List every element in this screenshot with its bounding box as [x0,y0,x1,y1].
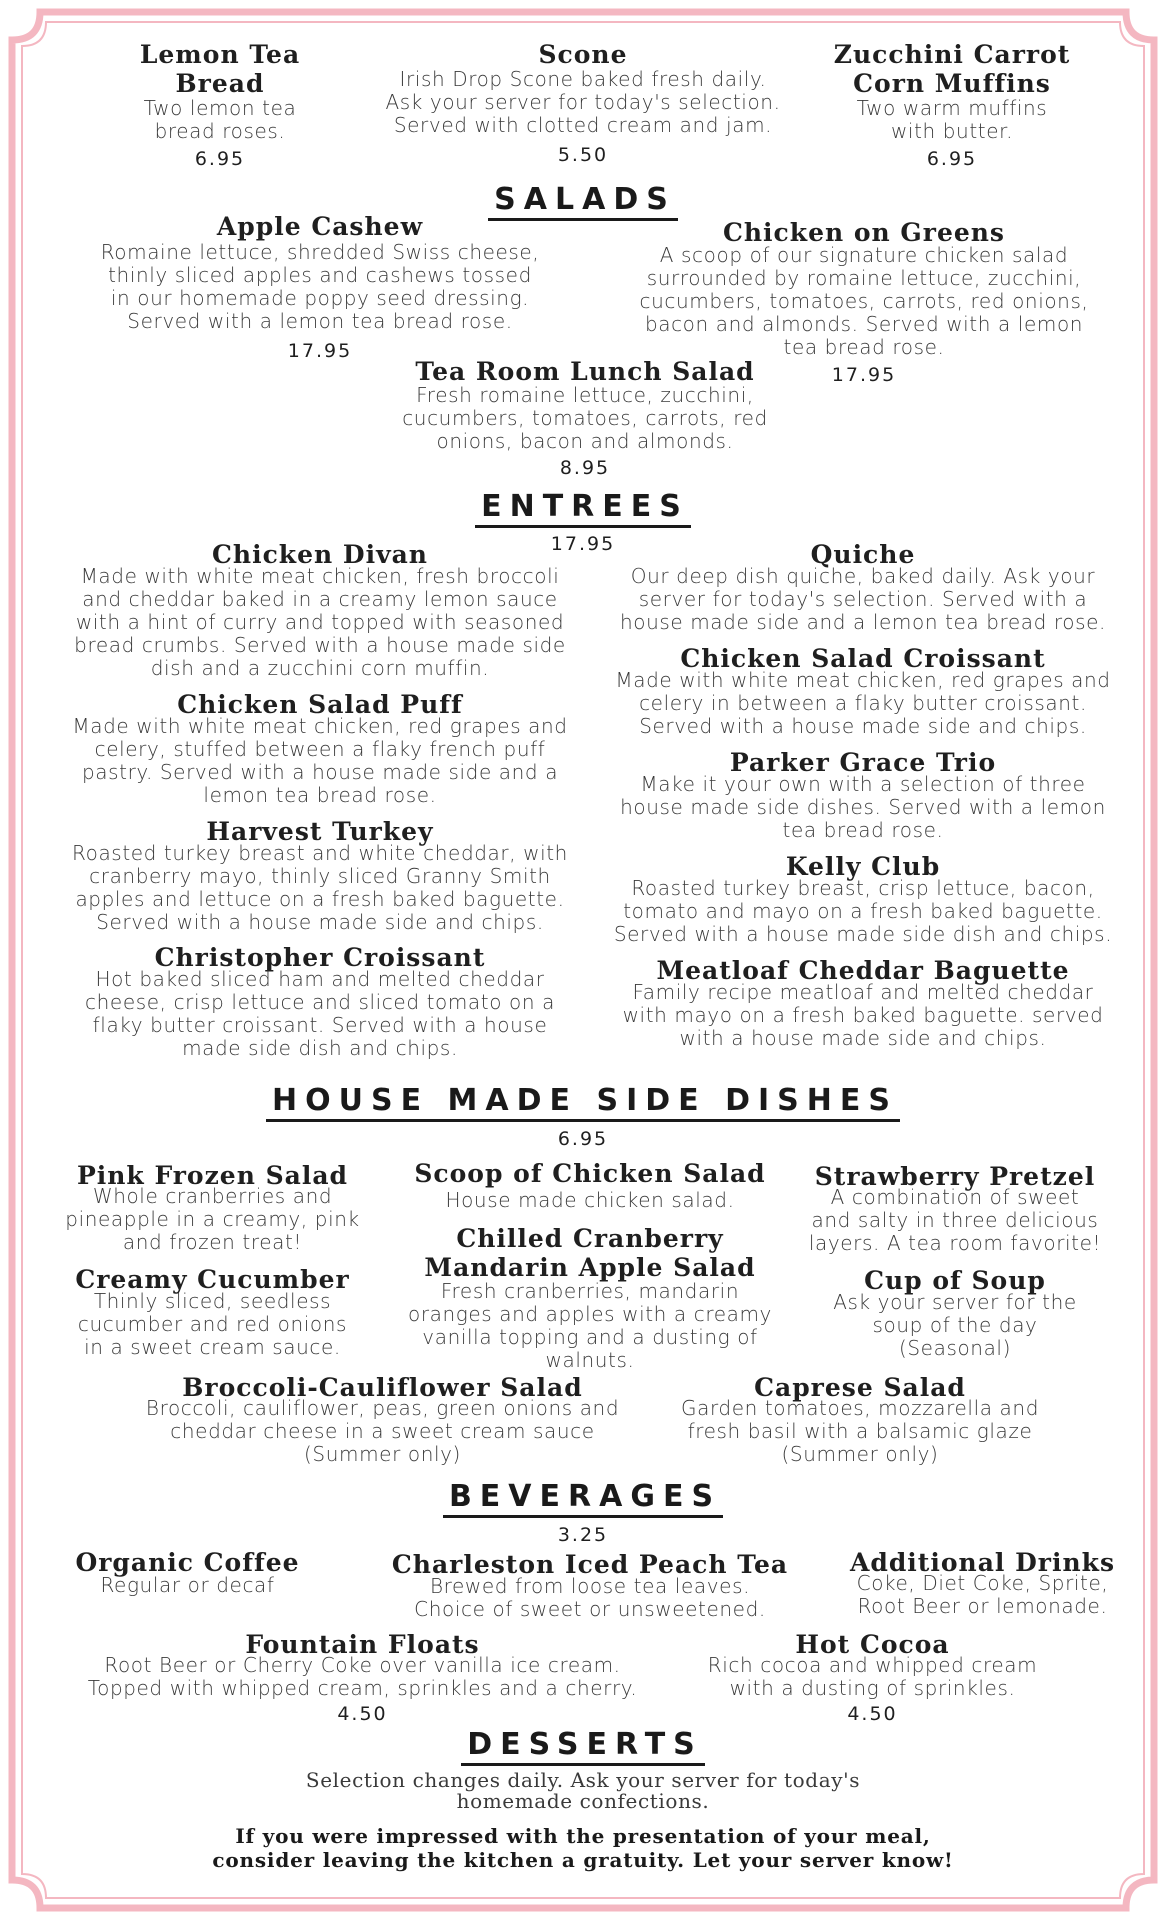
item-desc-chicken-salad-puff: Made with white meat chicken, red grapes and celery, stuffed between a flaky french puff pastry. Served with a house made side and a lemon tea bread rose. [72,714,568,807]
item-title-chicken-divan: Chicken Divan [212,540,428,569]
item-desc-apple-cashew: Romaine lettuce, shredded Swiss cheese, thinly sliced apples and cashews tossed in our homemade poppy seed dressing. Served with a lemon tea bread rose. [100,240,540,333]
section-heading-entrees: ENTREES [300,489,866,525]
item-desc-chicken-on-greens: A scoop of our signature chicken salad surrounded by romaine lettuce, zucchini, cucumbers, tomatoes, carrots, red onions, bacon and almonds. Served with a lemon tea bread rose. [639,243,1089,359]
item-title-broccoli-cauliflower-salad: Broccoli-Cauliflower Salad [182,1373,583,1402]
item-price-scone: 5.50 [557,144,609,166]
item-title-hot-cocoa: Hot Cocoa [795,1630,950,1659]
section-price-beverages: 3.25 [557,1524,609,1546]
item-desc-lemon-tea-bread: Two lemon tea bread roses. [143,96,297,143]
item-title-chicken-salad-puff: Chicken Salad Puff [177,690,463,719]
section-heading-beverages: BEVERAGES [300,1479,866,1515]
item-title-organic-coffee: Organic Coffee [75,1548,300,1577]
item-desc-broccoli-cauliflower-salad: Broccoli, cauliflower, peas, green onions and cheddar cheese in a sweet cream sauce (Summer only) [145,1396,620,1466]
item-desc-scone: Irish Drop Scone baked fresh daily. Ask your server for today's selection. Served with clotted cream and jam. [385,67,781,137]
item-desc-fountain-floats: Root Beer or Cherry Coke over vanilla ice cream. Topped with whipped cream, sprinkles and a cherry. [87,1653,638,1700]
gratuity-note: If you were impressed with the presentation of your meal, consider leaving the kitchen a gratuity. Let your server know! [212,1824,954,1872]
item-desc-caprese-salad: Garden tomatoes, mozzarella and fresh basil with a balsamic glaze (Summer only) [680,1396,1039,1466]
item-desc-christopher-croissant: Hot baked sliced ham and melted cheddar cheese, crisp lettuce and sliced tomato on a flaky butter croissant. Served with a house made side dish and chips. [85,967,555,1060]
desserts-description: Selection changes daily. Ask your server for today's homemade confections. [305,1768,861,1813]
section-heading-salads: SALADS [300,182,866,218]
item-desc-pink-frozen-salad: Whole cranberries and pineapple in a creamy, pink and frozen treat! [65,1184,360,1254]
item-desc-tea-room-lunch-salad: Fresh romaine lettuce, zucchini, cucumbers, tomatoes, carrots, red onions, bacon and almonds. [402,383,768,453]
item-title-strawberry-pretzel: Strawberry Pretzel [814,1162,1096,1191]
item-desc-harvest-turkey: Roasted turkey breast and white cheddar, with cranberry mayo, thinly sliced Granny Smith apples and lettuce on a fresh baked baguette. Served with a house made side and chips. [72,841,568,934]
item-title-kelly-club: Kelly Club [785,852,941,881]
item-title-charleston-iced-peach-tea: Charleston Iced Peach Tea [391,1550,789,1579]
section-heading-desserts: DESSERTS [300,1727,866,1763]
item-desc-parker-grace-trio: Make it your own with a selection of three house made side dishes. Served with a lemon tea bread rose. [620,772,1106,842]
item-title-caprese-salad: Caprese Salad [754,1373,966,1402]
item-title-chicken-salad-croissant: Chicken Salad Croissant [680,644,1046,673]
item-title-pink-frozen-salad: Pink Frozen Salad [76,1161,349,1190]
item-title-cup-of-soup: Cup of Soup [864,1266,1046,1295]
item-title-scone: Scone [538,40,628,69]
item-desc-hot-cocoa: Rich cocoa and whipped cream with a dusting of sprinkles. [707,1653,1038,1700]
item-desc-cup-of-soup: Ask your server for the soup of the day (Seasonal) [833,1290,1077,1360]
item-title-meatloaf-cheddar-baguette: Meatloaf Cheddar Baguette [656,956,1070,985]
item-title-zucchini-muffins: Zucchini Carrot Corn Muffins [833,40,1071,98]
item-desc-chicken-salad-croissant: Made with white meat chicken, red grapes and celery in between a flaky butter croissant. Served with a house made side and chips. [615,668,1111,738]
item-desc-zucchini-muffins: Two warm muffins with butter. [856,96,1048,143]
item-desc-kelly-club: Roasted turkey breast, crisp lettuce, bacon, tomato and mayo on a fresh baked baguette. Served with a house made side dish and chips. [613,876,1113,946]
item-price-chicken-on-greens: 17.95 [831,364,897,386]
item-desc-strawberry-pretzel: A combination of sweet and salty in three delicious layers. A tea room favorite! [808,1185,1102,1255]
item-price-fountain-floats: 4.50 [337,1703,388,1725]
item-title-fountain-floats: Fountain Floats [245,1630,480,1659]
item-desc-meatloaf-cheddar-baguette: Family recipe meatloaf and melted cheddar with mayo on a fresh baked baguette. served with a house made side and chips. [622,980,1104,1050]
item-title-tea-room-lunch-salad: Tea Room Lunch Salad [415,357,755,386]
section-price-entrees: 17.95 [550,533,616,555]
item-title-additional-drinks: Additional Drinks [849,1548,1116,1577]
item-title-quiche: Quiche [810,540,916,569]
section-price-side-dishes: 6.95 [557,1128,609,1150]
item-title-chicken-on-greens: Chicken on Greens [722,218,1006,247]
section-heading-side-dishes: HOUSE MADE SIDE DISHES [150,1083,1016,1119]
item-title-parker-grace-trio: Parker Grace Trio [729,748,997,777]
item-desc-organic-coffee: Regular or decaf [100,1573,275,1597]
item-price-hot-cocoa: 4.50 [847,1703,898,1725]
item-title-harvest-turkey: Harvest Turkey [206,817,434,846]
item-title-cranberry-mandarin-apple-salad: Chilled Cranberry Mandarin Apple Salad [424,1224,756,1282]
item-title-creamy-cucumber: Creamy Cucumber [75,1265,350,1294]
item-desc-scoop-of-chicken-salad: House made chicken salad. [445,1188,735,1212]
item-desc-quiche: Our deep dish quiche, baked daily. Ask your server for today's selection. Served with a house made side and a lemon tea bread rose. [619,564,1107,634]
item-price-zucchini-muffins: 6.95 [926,148,978,170]
item-price-apple-cashew: 17.95 [287,340,353,362]
item-title-apple-cashew: Apple Cashew [216,212,424,241]
item-title-christopher-croissant: Christopher Croissant [154,943,486,972]
item-price-lemon-tea-bread: 6.95 [194,148,246,170]
item-desc-cranberry-mandarin-apple-salad: Fresh cranberries, mandarin oranges and apples with a creamy vanilla topping and a dusting of walnuts. [407,1279,772,1372]
item-title-scoop-of-chicken-salad: Scoop of Chicken Salad [414,1159,766,1188]
item-price-tea-room-lunch-salad: 8.95 [559,457,611,479]
item-desc-additional-drinks: Coke, Diet Coke, Sprite, Root Beer or lemonade. [856,1571,1109,1618]
item-desc-chicken-divan: Made with white meat chicken, fresh broccoli and cheddar baked in a creamy lemon sauce with a hint of curry and topped with seasoned bread crumbs. Served with a house made side dish and a zucchini corn muffin. [74,564,566,680]
item-title-lemon-tea-bread: Lemon Tea Bread [139,40,301,98]
item-desc-creamy-cucumber: Thinly sliced, seedless cucumber and red onions in a sweet cream sauce. [77,1289,348,1359]
item-desc-charleston-iced-peach-tea: Brewed from loose tea leaves. Choice of sweet or unsweetened. [414,1574,766,1621]
